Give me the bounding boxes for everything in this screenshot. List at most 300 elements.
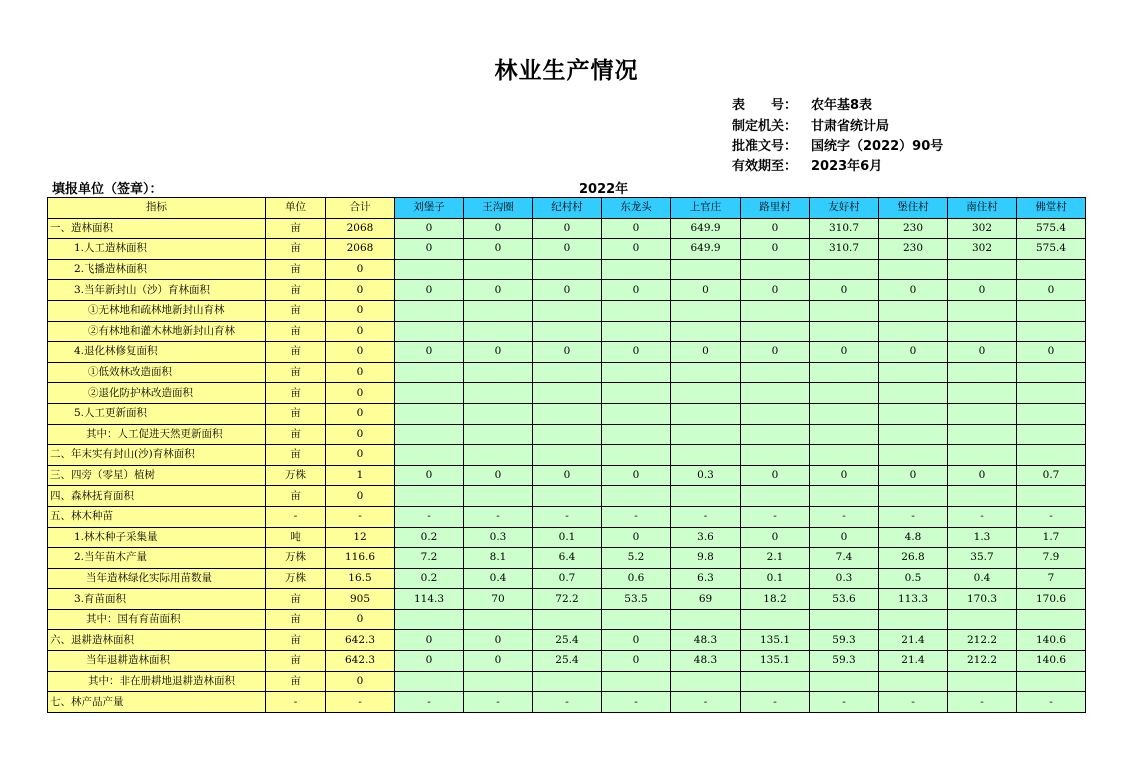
village-value-cell: 0 bbox=[533, 280, 602, 301]
unit-cell: 亩 bbox=[266, 218, 326, 239]
village-value-cell bbox=[533, 486, 602, 507]
village-value-cell: 72.2 bbox=[533, 589, 602, 610]
village-value-cell bbox=[464, 424, 533, 445]
village-value-cell bbox=[1017, 424, 1086, 445]
village-value-cell bbox=[741, 424, 810, 445]
village-value-cell: 0 bbox=[395, 342, 464, 363]
village-value-cell bbox=[1017, 259, 1086, 280]
village-value-cell: - bbox=[602, 692, 671, 713]
village-value-cell: 212.2 bbox=[948, 651, 1017, 672]
village-value-cell bbox=[810, 383, 879, 404]
village-value-cell: 0 bbox=[464, 651, 533, 672]
village-value-cell bbox=[395, 383, 464, 404]
table-row bbox=[48, 568, 1086, 589]
header-village: 友好村 bbox=[810, 198, 879, 219]
indicator-cell: 七、林产品产量 bbox=[48, 692, 266, 713]
village-value-cell bbox=[741, 362, 810, 383]
village-value-cell bbox=[395, 300, 464, 321]
header-unit: 单位 bbox=[266, 198, 326, 219]
village-value-cell bbox=[671, 383, 741, 404]
village-value-cell bbox=[464, 259, 533, 280]
total-cell: 0 bbox=[326, 445, 395, 466]
village-value-cell: 0.1 bbox=[533, 527, 602, 548]
table-row bbox=[48, 403, 1086, 424]
village-value-cell bbox=[395, 486, 464, 507]
village-value-cell: 0.3 bbox=[810, 568, 879, 589]
indicator-cell: 1.人工造林面积 bbox=[48, 239, 266, 260]
village-value-cell: 7.4 bbox=[810, 548, 879, 569]
indicator-cell: 五、林木种苗 bbox=[48, 506, 266, 527]
indicator-cell: 2.当年苗木产量 bbox=[48, 548, 266, 569]
total-cell: 0 bbox=[326, 342, 395, 363]
header-row bbox=[48, 198, 1086, 219]
village-value-cell: - bbox=[1017, 692, 1086, 713]
total-cell: 0 bbox=[326, 486, 395, 507]
village-value-cell bbox=[948, 383, 1017, 404]
village-value-cell bbox=[533, 259, 602, 280]
village-value-cell bbox=[602, 486, 671, 507]
village-value-cell: 0 bbox=[671, 280, 741, 301]
village-value-cell: 48.3 bbox=[671, 651, 741, 672]
table-row bbox=[48, 506, 1086, 527]
village-value-cell bbox=[810, 403, 879, 424]
village-value-cell bbox=[879, 403, 948, 424]
meta-key: 表 号： bbox=[732, 98, 798, 113]
village-value-cell: 0 bbox=[741, 280, 810, 301]
header-indicator: 指标 bbox=[48, 198, 266, 219]
unit-cell: 亩 bbox=[266, 239, 326, 260]
village-value-cell: 0 bbox=[602, 465, 671, 486]
village-value-cell: 35.7 bbox=[948, 548, 1017, 569]
village-value-cell bbox=[741, 609, 810, 630]
village-value-cell: 302 bbox=[948, 239, 1017, 260]
village-value-cell: - bbox=[879, 506, 948, 527]
village-value-cell bbox=[879, 259, 948, 280]
village-value-cell bbox=[671, 486, 741, 507]
total-cell: 0 bbox=[326, 424, 395, 445]
header-village: 路里村 bbox=[741, 198, 810, 219]
village-value-cell: 0.4 bbox=[464, 568, 533, 589]
total-cell: 0 bbox=[326, 362, 395, 383]
table-row bbox=[48, 651, 1086, 672]
table-row bbox=[48, 609, 1086, 630]
table-row bbox=[48, 239, 1086, 260]
village-value-cell: 0 bbox=[395, 218, 464, 239]
village-value-cell bbox=[741, 671, 810, 692]
village-value-cell: 0 bbox=[1017, 342, 1086, 363]
village-value-cell bbox=[879, 300, 948, 321]
village-value-cell: 0.1 bbox=[741, 568, 810, 589]
village-value-cell: 575.4 bbox=[1017, 218, 1086, 239]
village-value-cell: 0 bbox=[395, 239, 464, 260]
village-value-cell: 0 bbox=[741, 465, 810, 486]
village-value-cell bbox=[948, 609, 1017, 630]
village-value-cell: 0 bbox=[602, 218, 671, 239]
total-cell: 0 bbox=[326, 671, 395, 692]
village-value-cell bbox=[879, 671, 948, 692]
village-value-cell: 135.1 bbox=[741, 651, 810, 672]
village-value-cell: 3.6 bbox=[671, 527, 741, 548]
indicator-cell: 4.退化林修复面积 bbox=[48, 342, 266, 363]
village-value-cell: - bbox=[464, 506, 533, 527]
indicator-cell: 1.林木种子采集量 bbox=[48, 527, 266, 548]
village-value-cell: 0 bbox=[533, 342, 602, 363]
total-cell: 0 bbox=[326, 280, 395, 301]
village-value-cell: 0 bbox=[395, 630, 464, 651]
village-value-cell bbox=[879, 424, 948, 445]
village-value-cell bbox=[879, 362, 948, 383]
table-row bbox=[48, 548, 1086, 569]
header-village: 刘堡子 bbox=[395, 198, 464, 219]
village-value-cell: 230 bbox=[879, 239, 948, 260]
village-value-cell: 4.8 bbox=[879, 527, 948, 548]
indicator-cell: ②退化防护林改造面积 bbox=[48, 383, 266, 404]
total-cell: 1 bbox=[326, 465, 395, 486]
village-value-cell: 0.3 bbox=[671, 465, 741, 486]
village-value-cell bbox=[1017, 362, 1086, 383]
indicator-cell: 3.当年新封山（沙）育林面积 bbox=[48, 280, 266, 301]
header-village: 堡住村 bbox=[879, 198, 948, 219]
village-value-cell: 0 bbox=[602, 280, 671, 301]
village-value-cell bbox=[671, 403, 741, 424]
village-value-cell bbox=[948, 403, 1017, 424]
village-value-cell: 0 bbox=[464, 465, 533, 486]
village-value-cell bbox=[810, 362, 879, 383]
meta-key: 有效期至： bbox=[732, 159, 798, 174]
village-value-cell bbox=[464, 321, 533, 342]
village-value-cell: - bbox=[741, 506, 810, 527]
village-value-cell bbox=[741, 486, 810, 507]
total-cell: 16.5 bbox=[326, 568, 395, 589]
village-value-cell: 9.8 bbox=[671, 548, 741, 569]
village-value-cell bbox=[741, 383, 810, 404]
village-value-cell bbox=[1017, 383, 1086, 404]
village-value-cell bbox=[395, 362, 464, 383]
village-value-cell: - bbox=[948, 506, 1017, 527]
unit-cell: 亩 bbox=[266, 300, 326, 321]
total-cell: 116.6 bbox=[326, 548, 395, 569]
indicator-cell: 当年造林绿化实际用苗数量 bbox=[48, 568, 266, 589]
fill-unit-label: 填报单位（签章）： bbox=[52, 182, 163, 197]
village-value-cell: 0 bbox=[879, 465, 948, 486]
village-value-cell: 2.1 bbox=[741, 548, 810, 569]
table-row bbox=[48, 671, 1086, 692]
indicator-cell: 3.育苗面积 bbox=[48, 589, 266, 610]
village-value-cell bbox=[810, 609, 879, 630]
village-value-cell bbox=[671, 300, 741, 321]
village-value-cell: 170.6 bbox=[1017, 589, 1086, 610]
village-value-cell: 6.4 bbox=[533, 548, 602, 569]
village-value-cell: 0 bbox=[464, 280, 533, 301]
village-value-cell: 170.3 bbox=[948, 589, 1017, 610]
village-value-cell bbox=[602, 609, 671, 630]
village-value-cell: 0 bbox=[741, 239, 810, 260]
total-cell: 0 bbox=[326, 300, 395, 321]
indicator-cell: ②有林地和灌木林地新封山育林 bbox=[48, 321, 266, 342]
village-value-cell bbox=[948, 362, 1017, 383]
table-row bbox=[48, 300, 1086, 321]
indicator-cell: 二、年末实有封山(沙)育林面积 bbox=[48, 445, 266, 466]
village-value-cell bbox=[879, 321, 948, 342]
village-value-cell bbox=[395, 321, 464, 342]
header-village: 佛堂村 bbox=[1017, 198, 1086, 219]
meta-value: 国统字（2022）90号 bbox=[811, 139, 944, 154]
village-value-cell: 140.6 bbox=[1017, 630, 1086, 651]
total-cell: - bbox=[326, 506, 395, 527]
village-value-cell bbox=[879, 486, 948, 507]
unit-cell: 亩 bbox=[266, 671, 326, 692]
village-value-cell bbox=[464, 362, 533, 383]
village-value-cell: 0 bbox=[395, 651, 464, 672]
indicator-cell: 当年退耕造林面积 bbox=[48, 651, 266, 672]
village-value-cell bbox=[395, 259, 464, 280]
village-value-cell bbox=[1017, 403, 1086, 424]
village-value-cell: 0.2 bbox=[395, 527, 464, 548]
village-value-cell bbox=[879, 383, 948, 404]
village-value-cell: 0.7 bbox=[533, 568, 602, 589]
village-value-cell: 69 bbox=[671, 589, 741, 610]
indicator-cell: 六、退耕造林面积 bbox=[48, 630, 266, 651]
village-value-cell: - bbox=[1017, 506, 1086, 527]
village-value-cell bbox=[395, 609, 464, 630]
total-cell: 642.3 bbox=[326, 630, 395, 651]
meta-value: 2023年6月 bbox=[811, 159, 883, 174]
unit-cell: 亩 bbox=[266, 383, 326, 404]
unit-cell: 亩 bbox=[266, 486, 326, 507]
village-value-cell bbox=[671, 609, 741, 630]
village-value-cell: 6.3 bbox=[671, 568, 741, 589]
village-value-cell: 302 bbox=[948, 218, 1017, 239]
village-value-cell bbox=[464, 671, 533, 692]
table-row bbox=[48, 445, 1086, 466]
village-value-cell bbox=[810, 259, 879, 280]
village-value-cell: 649.9 bbox=[671, 239, 741, 260]
unit-cell: 亩 bbox=[266, 651, 326, 672]
table-row bbox=[48, 465, 1086, 486]
unit-cell: 亩 bbox=[266, 362, 326, 383]
total-cell: 642.3 bbox=[326, 651, 395, 672]
village-value-cell bbox=[464, 300, 533, 321]
village-value-cell: 212.2 bbox=[948, 630, 1017, 651]
village-value-cell: 0 bbox=[948, 342, 1017, 363]
village-value-cell: 0 bbox=[948, 280, 1017, 301]
meta-value: 甘肃省统计局 bbox=[811, 119, 890, 134]
village-value-cell: 1.3 bbox=[948, 527, 1017, 548]
village-value-cell bbox=[810, 300, 879, 321]
village-value-cell bbox=[741, 259, 810, 280]
village-value-cell: 59.3 bbox=[810, 630, 879, 651]
table-row bbox=[48, 383, 1086, 404]
village-value-cell: 0 bbox=[810, 342, 879, 363]
village-value-cell bbox=[602, 259, 671, 280]
total-cell: 0 bbox=[326, 259, 395, 280]
village-value-cell bbox=[671, 424, 741, 445]
village-value-cell: 0.5 bbox=[879, 568, 948, 589]
village-value-cell bbox=[1017, 609, 1086, 630]
village-value-cell: 21.4 bbox=[879, 630, 948, 651]
village-value-cell bbox=[741, 445, 810, 466]
meta-valid-until bbox=[732, 157, 882, 177]
village-value-cell bbox=[395, 671, 464, 692]
village-value-cell bbox=[741, 321, 810, 342]
village-value-cell bbox=[810, 671, 879, 692]
village-value-cell: 575.4 bbox=[1017, 239, 1086, 260]
village-value-cell: - bbox=[602, 506, 671, 527]
unit-cell: 亩 bbox=[266, 589, 326, 610]
page-title: 林业生产情况 bbox=[494, 58, 639, 84]
village-value-cell bbox=[948, 486, 1017, 507]
village-value-cell: 0 bbox=[810, 527, 879, 548]
village-value-cell: 0 bbox=[464, 218, 533, 239]
village-value-cell bbox=[1017, 321, 1086, 342]
village-value-cell: 0 bbox=[395, 465, 464, 486]
village-value-cell: 18.2 bbox=[741, 589, 810, 610]
unit-cell: 亩 bbox=[266, 342, 326, 363]
village-value-cell: 1.7 bbox=[1017, 527, 1086, 548]
village-value-cell: 0 bbox=[810, 465, 879, 486]
village-value-cell: 0 bbox=[533, 218, 602, 239]
village-value-cell: 0 bbox=[464, 239, 533, 260]
village-value-cell: 0 bbox=[602, 342, 671, 363]
village-value-cell bbox=[533, 321, 602, 342]
village-value-cell: 0.4 bbox=[948, 568, 1017, 589]
village-value-cell: 59.3 bbox=[810, 651, 879, 672]
indicator-cell: 其中：非在册耕地退耕造林面积 bbox=[48, 671, 266, 692]
village-value-cell: - bbox=[741, 692, 810, 713]
indicator-cell: 其中：人工促进天然更新面积 bbox=[48, 424, 266, 445]
village-value-cell: - bbox=[671, 692, 741, 713]
header-total: 合计 bbox=[326, 198, 395, 219]
village-value-cell: 0.6 bbox=[602, 568, 671, 589]
village-value-cell: 70 bbox=[464, 589, 533, 610]
village-value-cell bbox=[810, 445, 879, 466]
total-cell: 0 bbox=[326, 403, 395, 424]
village-value-cell bbox=[810, 486, 879, 507]
village-value-cell: 21.4 bbox=[879, 651, 948, 672]
village-value-cell bbox=[395, 424, 464, 445]
village-value-cell: 230 bbox=[879, 218, 948, 239]
table-row bbox=[48, 218, 1086, 239]
total-cell: 905 bbox=[326, 589, 395, 610]
unit-cell: 亩 bbox=[266, 424, 326, 445]
village-value-cell: 53.6 bbox=[810, 589, 879, 610]
village-value-cell: 310.7 bbox=[810, 239, 879, 260]
village-value-cell: 0.2 bbox=[395, 568, 464, 589]
total-cell: 12 bbox=[326, 527, 395, 548]
village-value-cell: 114.3 bbox=[395, 589, 464, 610]
village-value-cell bbox=[602, 383, 671, 404]
unit-cell: - bbox=[266, 692, 326, 713]
village-value-cell: 0 bbox=[464, 630, 533, 651]
village-value-cell: 5.2 bbox=[602, 548, 671, 569]
table-row bbox=[48, 280, 1086, 301]
village-value-cell: 0 bbox=[464, 342, 533, 363]
village-value-cell bbox=[879, 609, 948, 630]
village-value-cell bbox=[533, 424, 602, 445]
village-value-cell bbox=[948, 671, 1017, 692]
village-value-cell: 0 bbox=[879, 342, 948, 363]
village-value-cell: 0 bbox=[533, 239, 602, 260]
village-value-cell: 0 bbox=[1017, 280, 1086, 301]
village-value-cell bbox=[948, 300, 1017, 321]
village-value-cell bbox=[671, 321, 741, 342]
indicator-cell: ①低效林改造面积 bbox=[48, 362, 266, 383]
village-value-cell bbox=[948, 445, 1017, 466]
indicator-cell: 四、森林抚育面积 bbox=[48, 486, 266, 507]
village-value-cell: 25.4 bbox=[533, 651, 602, 672]
village-value-cell: 0 bbox=[741, 527, 810, 548]
table-row bbox=[48, 342, 1086, 363]
village-value-cell: 0 bbox=[948, 465, 1017, 486]
village-value-cell bbox=[948, 424, 1017, 445]
village-value-cell bbox=[533, 362, 602, 383]
village-value-cell bbox=[741, 403, 810, 424]
village-value-cell: 0 bbox=[602, 527, 671, 548]
village-value-cell bbox=[602, 321, 671, 342]
village-value-cell: - bbox=[464, 692, 533, 713]
total-cell: 2068 bbox=[326, 239, 395, 260]
village-value-cell bbox=[602, 300, 671, 321]
village-value-cell bbox=[602, 671, 671, 692]
header-village: 南住村 bbox=[948, 198, 1017, 219]
village-value-cell: - bbox=[533, 692, 602, 713]
village-value-cell: - bbox=[671, 506, 741, 527]
village-value-cell: 0 bbox=[602, 239, 671, 260]
village-value-cell bbox=[879, 445, 948, 466]
village-value-cell bbox=[464, 609, 533, 630]
village-value-cell bbox=[1017, 445, 1086, 466]
unit-cell: 亩 bbox=[266, 321, 326, 342]
village-value-cell bbox=[1017, 486, 1086, 507]
village-value-cell bbox=[741, 300, 810, 321]
village-value-cell: - bbox=[879, 692, 948, 713]
village-value-cell bbox=[464, 445, 533, 466]
unit-cell: 万株 bbox=[266, 568, 326, 589]
village-value-cell bbox=[671, 445, 741, 466]
village-value-cell: 25.4 bbox=[533, 630, 602, 651]
unit-cell: 亩 bbox=[266, 259, 326, 280]
village-value-cell bbox=[948, 321, 1017, 342]
village-value-cell: 0 bbox=[671, 342, 741, 363]
village-value-cell: 0 bbox=[602, 651, 671, 672]
meta-value: 农年基8表 bbox=[811, 98, 873, 113]
village-value-cell bbox=[533, 383, 602, 404]
village-value-cell: 310.7 bbox=[810, 218, 879, 239]
village-value-cell: 0 bbox=[741, 342, 810, 363]
table-row bbox=[48, 424, 1086, 445]
village-value-cell: 0 bbox=[810, 280, 879, 301]
unit-cell: 亩 bbox=[266, 609, 326, 630]
village-value-cell: 140.6 bbox=[1017, 651, 1086, 672]
village-value-cell: 53.5 bbox=[602, 589, 671, 610]
table-row bbox=[48, 259, 1086, 280]
total-cell: 2068 bbox=[326, 218, 395, 239]
indicator-cell: 其中：国有育苗面积 bbox=[48, 609, 266, 630]
forestry-stats-table bbox=[47, 197, 1086, 713]
village-value-cell bbox=[464, 383, 533, 404]
meta-issuing-authority bbox=[732, 117, 889, 137]
village-value-cell bbox=[395, 403, 464, 424]
village-value-cell: 0 bbox=[879, 280, 948, 301]
header-village: 东龙头 bbox=[602, 198, 671, 219]
village-value-cell bbox=[810, 424, 879, 445]
village-value-cell bbox=[533, 300, 602, 321]
unit-cell: 万株 bbox=[266, 465, 326, 486]
village-value-cell: - bbox=[395, 692, 464, 713]
meta-table-number bbox=[732, 96, 872, 116]
village-value-cell bbox=[948, 259, 1017, 280]
total-cell: - bbox=[326, 692, 395, 713]
